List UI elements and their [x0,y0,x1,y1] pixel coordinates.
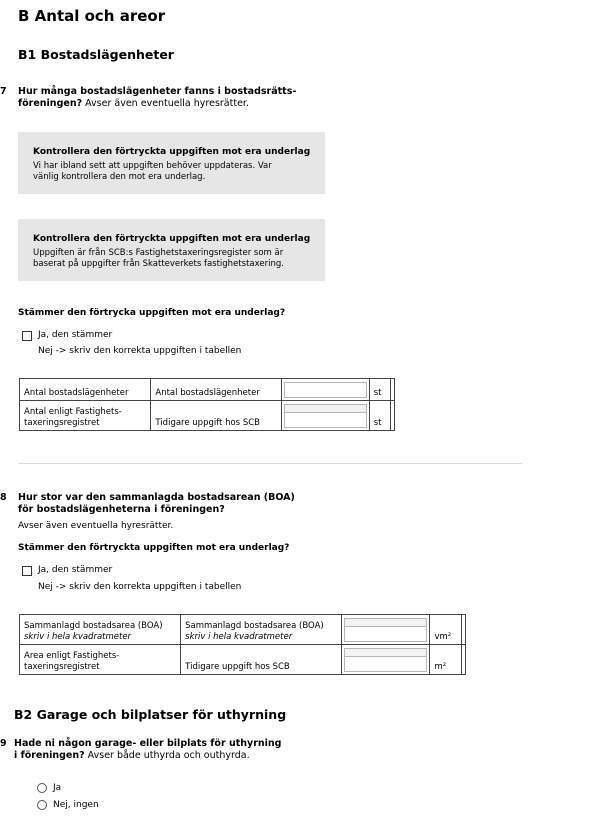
question-7-line2-bold: föreningen? [18,98,83,109]
q7-row1-input[interactable] [284,382,367,398]
q8-row1-label [20,615,181,645]
question-8-line1: Hur stor var den sammanlagda bostadsarean (BOA) [18,492,295,503]
question-7-line2 [18,98,296,110]
q7-row2-spacer [390,401,394,431]
info-box-1-line1: Vi har ibland sett att uppgiften behöver uppdateras. Var [33,161,272,171]
question-8-note: Avser även eventuella hyresrätter. [18,521,174,531]
info-box-1 [18,132,325,194]
table-row [20,615,466,645]
q7-row1-spacer [390,379,394,401]
q7-row2-prefilled [284,404,367,412]
info-box-2-line2: baserat på uppgifter från Skatteverkets fastighetstaxering. [33,259,284,269]
question-9-text [14,738,281,762]
check-question-8: Stämmer den förtryckta uppgiften mot era underlag? [18,543,290,553]
table-row [20,401,395,431]
q8-row2-input[interactable] [344,656,427,672]
q8-row2-input-cell [342,645,430,675]
q8-row1-input-cell [342,615,430,645]
checkbox-q7-yes-label: Ja, den stämmer [38,330,113,340]
q7-row2-unit: st [369,401,390,431]
q8-row1-label-line1: Sammanlagd bostadsarea (BOA) [24,621,163,631]
question-7-line2-rest: Avser även eventuella hyresrätter. [82,98,249,109]
q8-row1-col2-line2: skriv i hela kvadratmeter [185,632,293,642]
section-title: B Antal och areor [18,7,166,25]
q8-table [19,614,466,675]
table-row [20,379,395,401]
checkbox-q8-yes[interactable] [22,566,32,576]
radio-q9-yes[interactable] [37,783,47,793]
q7-table [19,378,395,431]
q8-no-instruction: Nej -> skriv den korrekta uppgiften i tabellen [38,582,242,592]
q7-row2-label-line1: Antal enligt Fastighets- [24,407,122,417]
q7-row1-col2: Antal bostadslägenheter [151,379,281,401]
question-9-line2-rest: Avser både uthyrda och outhyrda. [84,750,250,761]
q7-row1-input-cell [281,379,369,401]
info-box-2-line1: Uppgiften är från SCB:s Fastighetstaxeringsregister som är [33,248,284,258]
question-number-7: 7 [0,86,7,97]
radio-q9-yes-label: Ja [53,783,62,793]
q7-row2-label-line2: taxeringsregistret [24,418,100,428]
question-9-line2 [14,750,281,762]
q8-row1-col2-line1: Sammanlagd bostadsarea (BOA) [185,621,324,631]
radio-q9-no-label: Nej, ingen [53,800,99,810]
q7-no-instruction: Nej -> skriv den korrekta uppgiften i tabellen [38,346,242,356]
q8-row1-input[interactable] [344,626,427,642]
question-9-line2-bold: i föreningen? [14,750,85,761]
q7-row2-input-cell [281,401,369,431]
q8-row1-prefilled [344,618,427,626]
question-number-9: 9 [0,738,7,749]
q8-row2-label-line1: Area enligt Fastighets- [24,651,120,661]
info-box-2 [18,219,325,281]
q7-row2-input[interactable] [284,412,367,428]
info-box-2-body [33,248,284,270]
info-box-1-line2: vänlig kontrollera den mot era underlag. [33,172,206,182]
checkbox-q7-yes[interactable] [22,331,32,341]
q8-row2-label [20,645,181,675]
q8-row2-col2: Tidigare uppgift hos SCB [181,645,342,675]
q7-row2-label [20,401,151,431]
question-8-text [18,492,295,516]
q7-row2-col2: Tidigare uppgift hos SCB [151,401,281,431]
info-box-1-title: Kontrollera den förtryckta uppgiften mot era underlag [33,147,311,157]
divider [18,463,522,464]
q8-row2-label-line2: taxeringsregistret [24,662,100,672]
q8-row2-prefilled [344,648,427,656]
radio-q9-no[interactable] [37,800,47,810]
checkbox-q8-yes-label: Ja, den stämmer [38,565,113,575]
question-7-line1: Hur många bostadslägenheter fanns i bostadsrätts- [18,86,297,97]
info-box-2-title: Kontrollera den förtryckta uppgiften mot era underlag [33,234,311,244]
question-7-text [18,86,296,110]
q8-row2-spacer [461,645,465,675]
table-row [20,645,466,675]
question-number-8: 8 [0,492,7,503]
q8-row1-col2 [181,615,342,645]
q7-row1-label: Antal bostadslägenheter [20,379,151,401]
question-8-line2: för bostadslägenheterna i föreningen? [18,504,225,515]
q8-row1-unit: vm² [430,615,461,645]
q8-row1-spacer [461,615,465,645]
subsection-title-b2: B2 Garage och bilplatser för uthyrning [14,707,287,722]
q8-row2-unit: m² [430,645,461,675]
check-question-7: Stämmer den förtrycka uppgiften mot era underlag? [18,308,286,318]
subsection-title-b1: B1 Bostadslägenheter [18,47,174,62]
info-box-1-body [33,161,272,183]
q8-row1-label-line2: skriv i hela kvadratmeter [24,632,132,642]
q7-row1-unit: st [369,379,390,401]
question-9-line1: Hade ni någon garage- eller bilplats för uthyrning [14,738,282,749]
